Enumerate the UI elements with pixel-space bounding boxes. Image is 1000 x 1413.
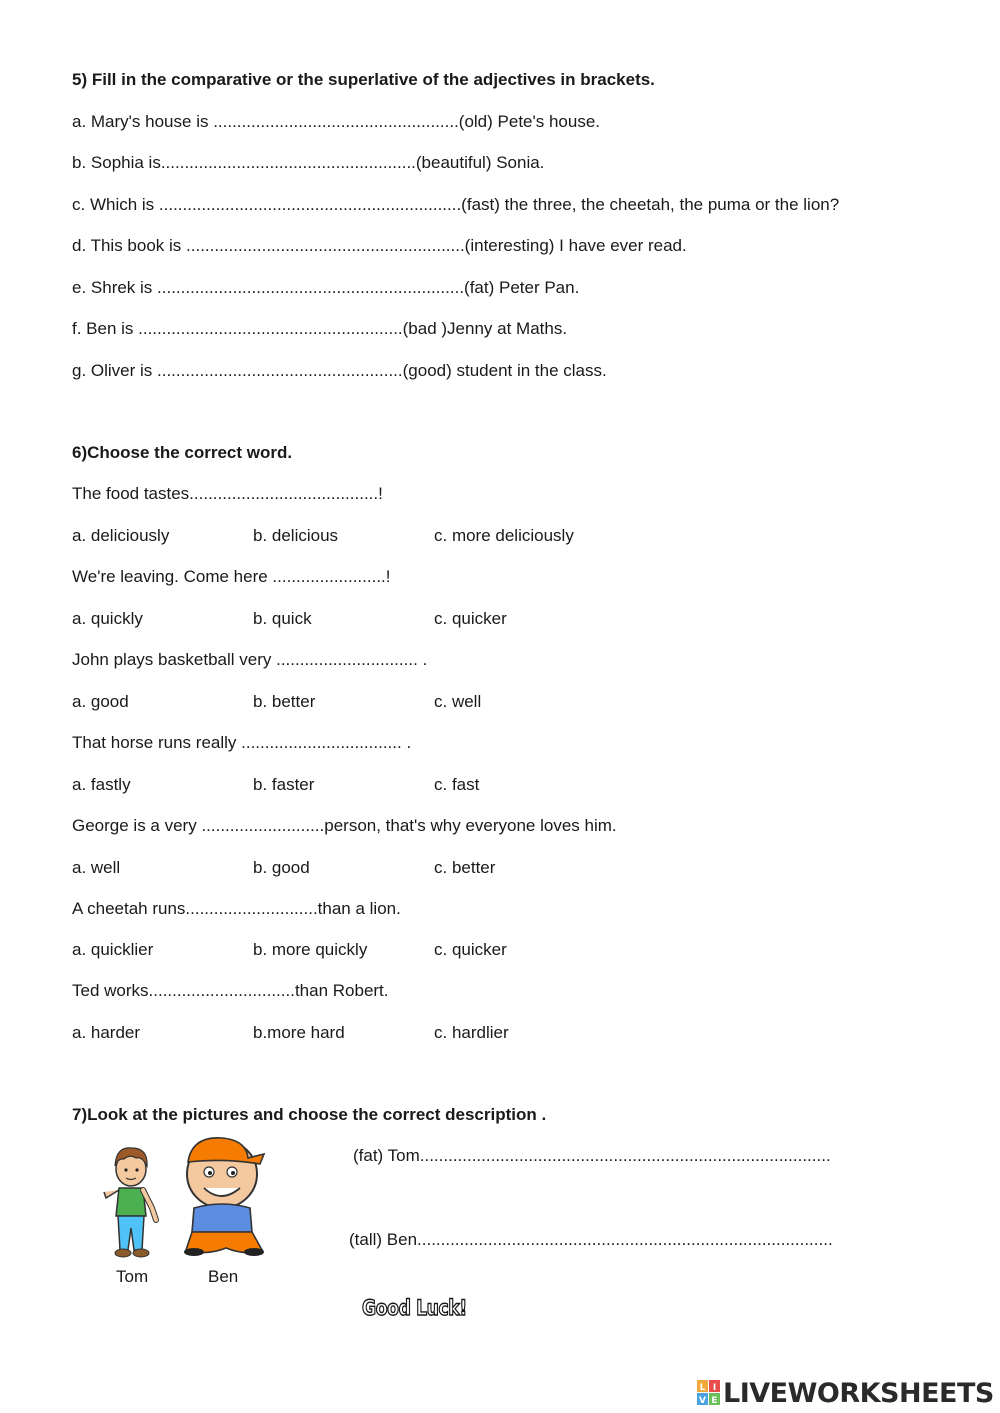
question-stem: Ted works...............................than Robert. [72,981,389,1000]
option-c[interactable]: c. fast [434,775,480,794]
question-stem: A cheetah runs............................than a lion. [72,899,401,918]
option-b[interactable]: b. better [253,692,316,711]
exercise-item: g. Oliver is ....................................................(good) student in the class. [72,361,607,380]
tom-figure [104,1148,156,1257]
option-a[interactable]: a. quickly [72,609,143,628]
question-stem: George is a very ..........................person, that's why everyone loves him. [72,816,617,835]
mark-letter: I [712,1383,717,1393]
option-b[interactable]: b. good [253,858,310,877]
option-c[interactable]: c. quicker [434,609,507,628]
liveworksheets-logo [697,1376,994,1410]
option-a[interactable]: a. deliciously [72,526,170,545]
question-stem: John plays basketball very .............................. . [72,650,428,669]
ben-caption: Ben [208,1267,239,1286]
option-b[interactable]: b. more quickly [253,940,368,959]
option-a[interactable]: a. good [72,692,129,711]
exercise-item: c. Which is ................................................................(fast) the three, the cheetah, the puma or the lion? [72,195,840,214]
ben-figure [184,1138,264,1256]
option-c[interactable]: c. more deliciously [434,526,574,545]
exercise-item: e. Shrek is .................................................................(fat) Peter Pan. [72,278,580,297]
option-b[interactable]: b. delicious [253,526,339,545]
option-c[interactable]: c. well [434,692,482,711]
option-a[interactable]: a. fastly [72,775,131,794]
question-stem: We're leaving. Come here ........................! [72,567,391,586]
option-b[interactable]: b. quick [253,609,312,628]
section-7-heading: 7)Look at the pictures and choose the correct description . [72,1105,547,1124]
exercise-item: d. This book is ...........................................................(interesting) I have ever read. [72,236,687,255]
option-a[interactable]: a. harder [72,1023,141,1042]
option-b[interactable]: b.more hard [253,1023,345,1042]
tom-caption: Tom [116,1267,149,1286]
description-line-ben[interactable]: (tall) Ben........................................................................................ [349,1230,833,1249]
exercise-item: a. Mary's house is ....................................................(old) Pete's house. [72,112,601,131]
section-6-heading: 6)Choose the correct word. [72,443,293,462]
liveworksheets-wordmark: LIVEWORKSHEETS [723,1377,994,1409]
option-b[interactable]: b. faster [253,775,315,794]
exercise-item: f. Ben is ........................................................(bad )Jenny at Maths. [72,319,568,338]
mark-letter: L [699,1383,706,1393]
question-stem: The food tastes........................................! [72,484,383,503]
tom-and-ben-illustration [96,1132,276,1262]
option-c[interactable]: c. hardlier [434,1023,509,1042]
option-c[interactable]: c. quicker [434,940,507,959]
option-a[interactable]: a. quicklier [72,940,154,959]
mark-letter: V [699,1396,706,1406]
question-stem: That horse runs really .................................. . [72,733,412,752]
liveworksheets-mark-icon [697,1380,721,1406]
exercise-item: b. Sophia is......................................................(beautiful) Sonia. [72,153,545,172]
section-5-heading: 5) Fill in the comparative or the superlative of the adjectives in brackets. [72,70,655,89]
good-luck-text: Good Luck! [362,1296,467,1320]
description-line-tom[interactable]: (fat) Tom....................................................................................... [353,1146,831,1165]
option-a[interactable]: a. well [72,858,121,877]
mark-letter: E [711,1396,718,1406]
option-c[interactable]: c. better [434,858,496,877]
